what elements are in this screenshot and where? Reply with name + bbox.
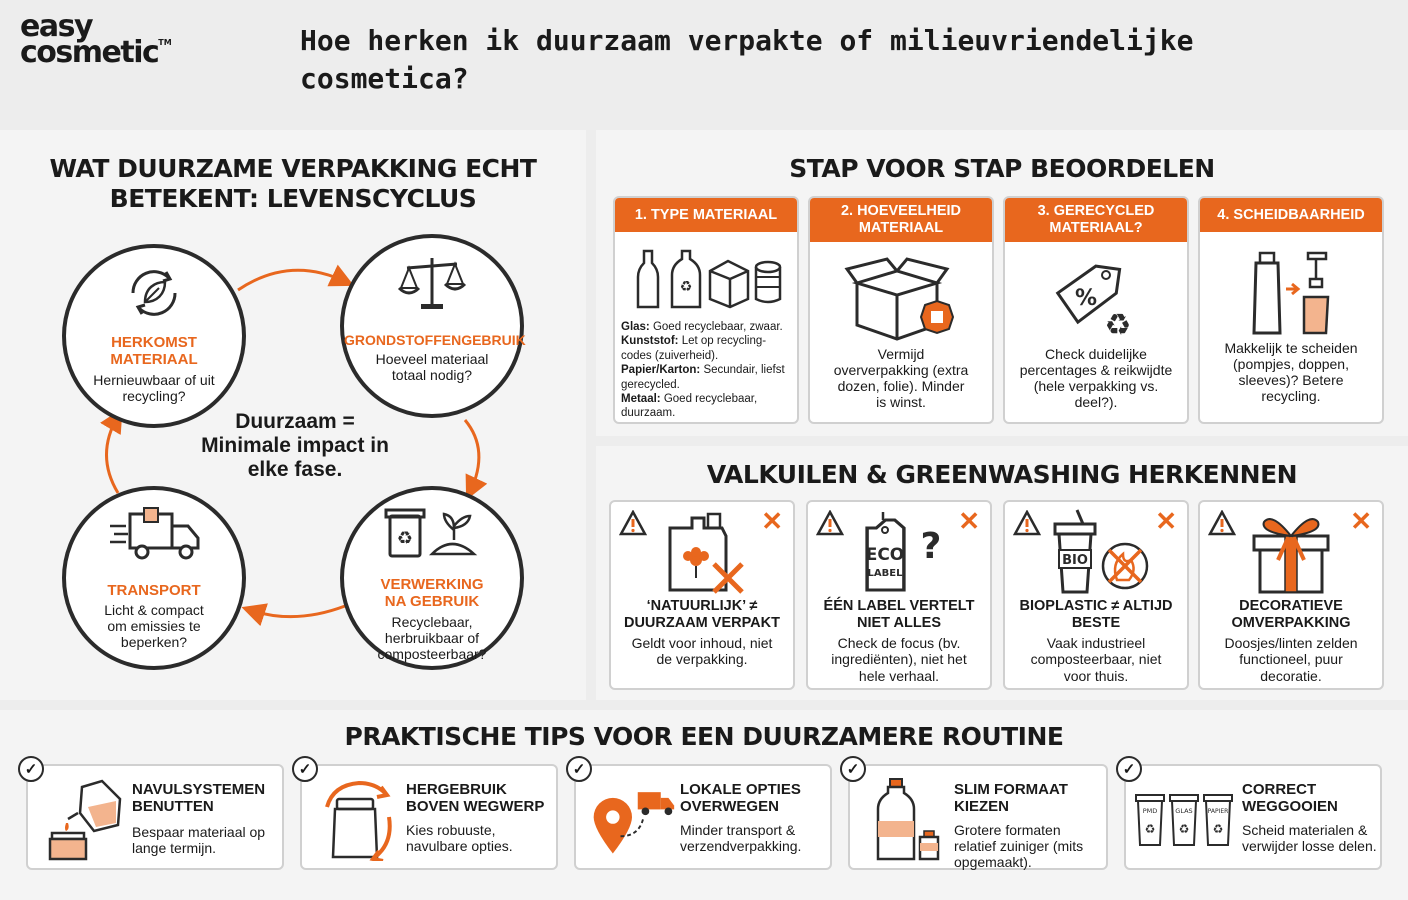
pitfall-text: Geldt voor inhoud, niet de verpakking. bbox=[631, 635, 773, 668]
lifecycle-stage-title: VERWERKING NA GEBRUIK bbox=[380, 576, 484, 611]
material-item: Kunststof: Let op recycling-codes (zuiverheid). bbox=[621, 335, 767, 362]
sorting-bins-icon bbox=[1132, 776, 1236, 862]
tip-card-disposal bbox=[1122, 761, 1382, 870]
x-mark-icon: ✕ bbox=[1155, 506, 1177, 536]
bin-label: PAPIER bbox=[1207, 808, 1229, 815]
recycle-bin-icon bbox=[344, 504, 520, 566]
step-card-text: Vermijd oververpakking (extra dozen, folie). Minder is winst. bbox=[833, 346, 969, 411]
step-card-recycled-content bbox=[1003, 196, 1189, 424]
step-card-title: 1. TYPE MATERIAAL bbox=[615, 198, 797, 232]
box-stop-icon bbox=[810, 250, 992, 346]
material-list bbox=[615, 320, 797, 421]
tip-text: Scheid materialen & verwijder losse delen. bbox=[1242, 822, 1377, 855]
tip-card-reuse bbox=[298, 761, 558, 870]
lifecycle-stage-text: Recyclebaar, herbruikbaar of composteerbaar? bbox=[377, 613, 487, 662]
warning-icon bbox=[816, 510, 844, 541]
tip-card-local bbox=[572, 761, 832, 870]
lifecycle-stage-end-of-life bbox=[340, 486, 524, 670]
pitfall-title: ‘NATUURLIJK’ ≠ DUURZAAM VERPAKT bbox=[623, 598, 780, 631]
pitfall-text: Vaak industrieel composteerbaar, niet voor thuis. bbox=[1030, 635, 1162, 684]
step-card-material-type bbox=[613, 196, 799, 424]
steps-heading: STAP VOOR STAP BEOORDELEN bbox=[789, 154, 1215, 183]
svg-text:♻: ♻ bbox=[396, 528, 414, 549]
lifecycle-stage-resources bbox=[340, 234, 524, 418]
tip-text: Grotere formaten relatief zuiniger (mits opgemaakt). bbox=[954, 822, 1084, 871]
eco-label-line1: ECO bbox=[865, 545, 905, 565]
warning-icon bbox=[1013, 510, 1041, 541]
x-mark-icon: ✕ bbox=[958, 506, 980, 536]
svg-text:%: % bbox=[1074, 286, 1098, 311]
svg-text:?: ? bbox=[920, 526, 942, 567]
refill-icon bbox=[38, 776, 130, 862]
pitfall-text: Doosjes/linten zelden functioneel, puur decoratie. bbox=[1224, 635, 1358, 684]
tips-heading: PRAKTISCHE TIPS VOOR EEN DUURZAMERE ROUTINE bbox=[344, 722, 1064, 751]
tip-card-format bbox=[846, 761, 1108, 871]
step-card-title: 3. GERECYCLED MATERIAAL? bbox=[1005, 198, 1187, 242]
bio-cup-label: BIO bbox=[1062, 553, 1088, 568]
x-mark-icon: ✕ bbox=[761, 506, 783, 536]
lifecycle-stage-text: Licht & compact om emissies te beperken? bbox=[104, 602, 204, 651]
percent-tag-icon bbox=[1005, 250, 1187, 346]
pitfall-title: ÉÉN LABEL VERTELT NIET ALLES bbox=[823, 598, 975, 631]
pitfall-card-natural bbox=[609, 500, 795, 690]
lifecycle-heading: WAT DUURZAME VERPAKKING ECHT BETEKENT: LEVENSCYCLUS bbox=[49, 154, 537, 213]
location-truck-icon bbox=[586, 776, 678, 862]
bin-label: PMD bbox=[1142, 807, 1158, 815]
svg-text:♻: ♻ bbox=[1212, 822, 1224, 836]
reuse-jar-icon bbox=[312, 776, 404, 862]
lifecycle-stage-origin bbox=[62, 244, 246, 428]
materials-icon bbox=[615, 240, 797, 316]
pitfall-card-label bbox=[806, 500, 992, 690]
pitfall-text: Check de focus (bv. ingrediënten), niet het hele verhaal. bbox=[831, 635, 967, 684]
lifecycle-stage-transport bbox=[62, 486, 246, 670]
bottle-sizes-icon bbox=[860, 776, 952, 862]
pump-bottle-icon bbox=[1200, 240, 1382, 346]
tip-card-refill bbox=[24, 761, 284, 870]
brand-tm: TM bbox=[158, 37, 172, 47]
pitfall-title: DECORATIEVE OMVERPAKKING bbox=[1231, 598, 1351, 631]
checkmark-icon: ✓ bbox=[292, 756, 318, 782]
step-card-text: Makkelijk te scheiden (pompjes, doppen, sleeves)? Betere recycling. bbox=[1224, 340, 1358, 405]
step-card-separability bbox=[1198, 196, 1384, 424]
pitfall-card-decorative bbox=[1198, 500, 1384, 690]
tip-text: Minder transport & verzendverpakking. bbox=[680, 822, 802, 855]
tip-title: CORRECT WEGGOOIEN bbox=[1242, 781, 1338, 815]
pitfall-title: BIOPLASTIC ≠ ALTIJD BESTE bbox=[1019, 598, 1173, 631]
checkmark-icon: ✓ bbox=[840, 756, 866, 782]
checkmark-icon: ✓ bbox=[18, 756, 44, 782]
pitfall-card-bioplastic bbox=[1003, 500, 1189, 690]
warning-icon bbox=[1208, 510, 1236, 541]
tip-text: Bespaar materiaal op lange termijn. bbox=[132, 824, 266, 857]
material-item: Papier/Karton: Secundair, liefst gerecycled. bbox=[621, 364, 785, 391]
tip-text: Kies robuuste, navulbare opties. bbox=[406, 822, 513, 855]
lifecycle-stage-title: HERKOMST MATERIAAL bbox=[110, 334, 198, 369]
brand-line1: easy bbox=[20, 9, 93, 44]
lifecycle-center-text: Duurzaam = Minimale impact in elke fase. bbox=[201, 410, 389, 482]
leaf-cycle-icon bbox=[66, 262, 242, 324]
bin-label: GLAS bbox=[1175, 807, 1193, 815]
brand-line2: cosmetic bbox=[20, 34, 159, 70]
svg-text:♻: ♻ bbox=[1144, 822, 1156, 836]
pitfalls-heading: VALKUILEN & GREENWASHING HERKENNEN bbox=[706, 460, 1298, 489]
lifecycle-stage-text: Hoeveel materiaal totaal nodig? bbox=[375, 351, 489, 384]
truck-icon bbox=[66, 504, 242, 566]
page-title: Hoe herken ik duurzaam verpakte of milieuvriendelijke cosmetica? bbox=[300, 24, 1194, 95]
material-item: Glas: Goed recyclebaar, zwaar. bbox=[621, 321, 783, 333]
tip-title: SLIM FORMAAT KIEZEN bbox=[954, 781, 1068, 815]
lifecycle-stage-title: TRANSPORT bbox=[107, 582, 201, 599]
tip-title: HERGEBRUIK BOVEN WEGWERP bbox=[406, 781, 545, 815]
checkmark-icon: ✓ bbox=[566, 756, 592, 782]
lifecycle-stage-title: GRONDSTOFFENGEBRUIK bbox=[344, 332, 526, 348]
tip-title: LOKALE OPTIES OVERWEGEN bbox=[680, 781, 801, 815]
warning-icon bbox=[619, 510, 647, 541]
step-card-material-amount bbox=[808, 196, 994, 424]
checkmark-icon: ✓ bbox=[1116, 756, 1142, 782]
lifecycle-stage-text: Hernieuwbaar of uit recycling? bbox=[93, 371, 215, 404]
step-card-title: 4. SCHEIDBAARHEID bbox=[1200, 198, 1382, 232]
x-mark-icon: ✕ bbox=[1350, 506, 1372, 536]
svg-text:♻: ♻ bbox=[1178, 822, 1190, 836]
scale-icon bbox=[344, 252, 520, 314]
svg-text:♻: ♻ bbox=[1104, 308, 1132, 343]
tip-title: NAVULSYSTEMEN BENUTTEN bbox=[132, 781, 266, 815]
step-card-title: 2. HOEVEELHEID MATERIAAL bbox=[810, 198, 992, 242]
eco-label-line2: LABEL bbox=[867, 568, 903, 579]
step-card-text: Check duidelijke percentages & reikwijdte (hele verpakking vs. deel?). bbox=[1019, 346, 1173, 411]
material-item: Metaal: Goed recyclebaar, duurzaam. bbox=[621, 392, 758, 420]
svg-text:♻: ♻ bbox=[679, 279, 693, 295]
